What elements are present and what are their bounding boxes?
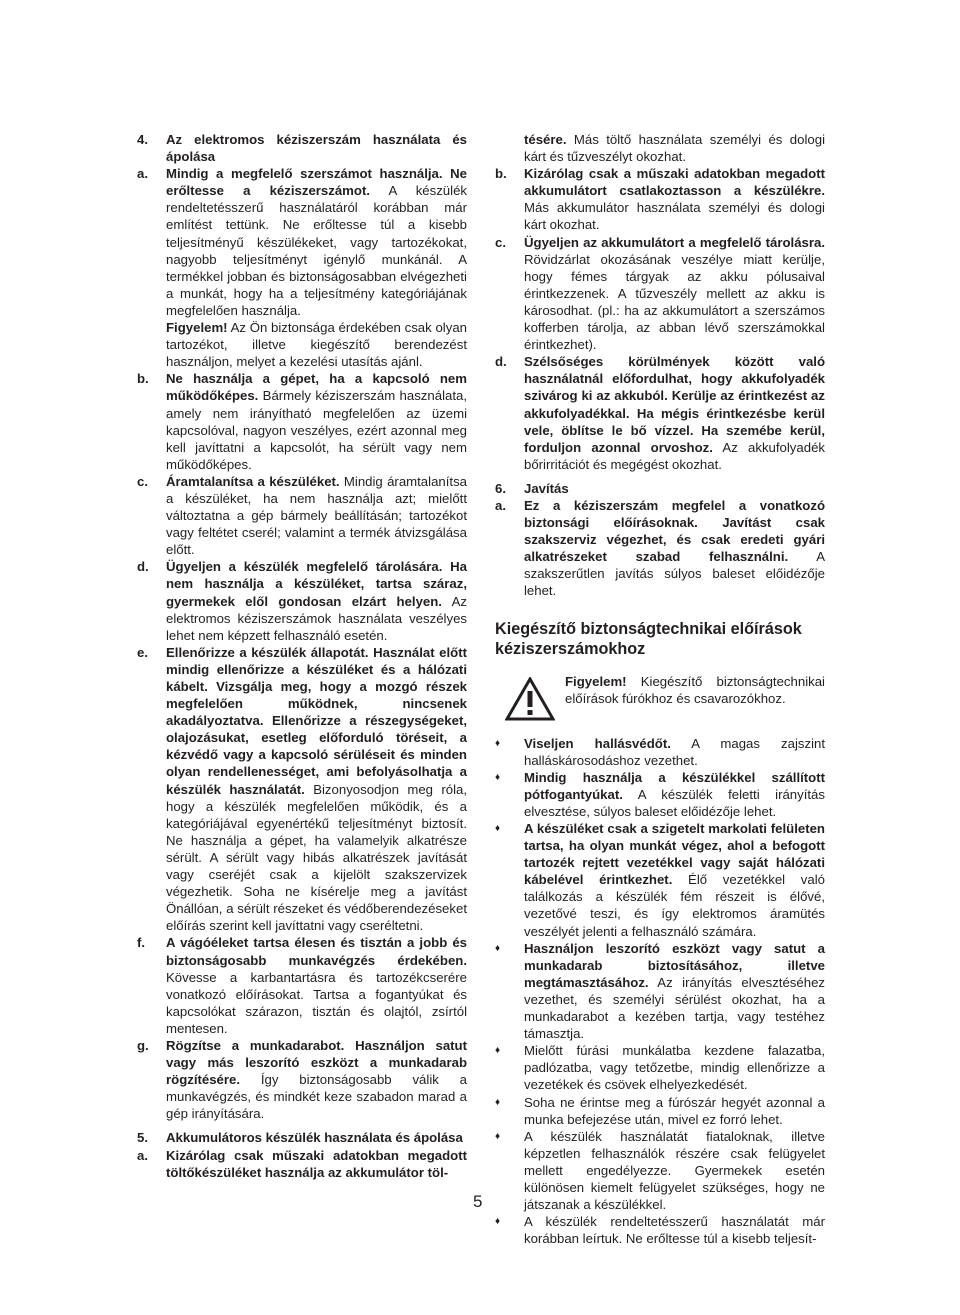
diamond-bullet-icon: ♦ bbox=[495, 942, 501, 954]
item-label: b. bbox=[495, 166, 507, 182]
item-body bbox=[524, 234, 825, 354]
item-label: f. bbox=[137, 935, 146, 951]
diamond-bullet-icon: ♦ bbox=[495, 1096, 501, 1108]
item-text: Bizonyosodjon meg róla, hogy a készülék megfelelően működik, és a kategóriájával egyenértékű teljesítményt biztosít. Ne használja a gépet, ha valamelyik alkatrésze sérült. A sérült vagy hibás alkatrészek javítását vagy cseréjét csak a kijelölt szakszervizek végezhetik. Soha ne kísérelje meg a javítást Önállóan, a sérült részeket és védőberendezéseket előírás szerint kell javíttatni vagy cseréltetni. bbox=[166, 781, 468, 934]
list-item-continued bbox=[495, 131, 825, 165]
item-body bbox=[166, 934, 467, 1037]
item-text: Rövidzárlat okozásának veszélye miatt kerülje, hogy fémes tárgyak az akku pólusaival érintkezzenek. A tűzveszély mellett az akku is károsodhat. (pl.: ha az akkumulátort a szerszámos kofferben tárolja, az abban lévő szerszámokkal érintkezhet). bbox=[524, 251, 825, 353]
warning-text bbox=[565, 673, 825, 707]
diamond-bullet-icon: ♦ bbox=[495, 737, 501, 749]
spacer bbox=[137, 1122, 467, 1129]
bullet-text: Az irányítás elvesztéséhez vezethet, és személyi sérülést okozhat, ha a munkadarabot a kezében tartja, vagy testéhez támasztja. bbox=[524, 974, 825, 1042]
list-item bbox=[137, 473, 467, 558]
bullet-body bbox=[524, 1213, 825, 1247]
bullet-text: Élő vezetékkel való találkozás a készülék fém részeit is élővé, vezetővé teszi, és így elektromos áramütés veszélyét jelenti a felhasználó számára. bbox=[524, 872, 825, 939]
item-text: Bármely kéziszerszám használata, amely nem irányítható megfelelően az üzemi kapcsolóval, nagyon veszélyes, ezért azonnal meg kell javíttatni a kapcsolót, ha sérült vagy nem működőképes. bbox=[166, 388, 467, 472]
item-body bbox=[166, 370, 467, 473]
item-text: A készülék rendeltetésszerű használatáról korábban már említést tettünk. Ne erőltesse túl a kisebb teljesítményű készülékeket, vagy tartozékokat, nagyobb teljesítményt igénylő munkánál. A termékkel jobban és biztonságosabban elvégezheti a munkát, hogy ha a teljesítmény kategóriájának megfelelően használja. bbox=[166, 183, 467, 318]
section-6-heading bbox=[495, 480, 825, 497]
section-5-heading bbox=[137, 1129, 467, 1146]
item-text: Kövesse a karbantartásra és tartozékcserére vonatkozó előírásokat. Tartsa a fogantyúkat és kapcsolókat szárazon, tisztán és olajtól, zsírtól mentesen. bbox=[166, 969, 467, 1036]
section-number: 6. bbox=[495, 480, 506, 496]
list-item bbox=[137, 370, 467, 473]
item-body bbox=[166, 319, 467, 370]
bullet-body bbox=[524, 735, 825, 769]
item-label: a. bbox=[137, 166, 148, 182]
section-title: Javítás bbox=[524, 480, 569, 496]
diamond-bullet-icon: ♦ bbox=[495, 1045, 501, 1057]
item-head: tésére. bbox=[524, 132, 567, 147]
item-head: Áramtalanítsa a készüléket. bbox=[166, 473, 340, 489]
bullet-text: A készülék rendeltetésszerű használatát már korábban leírtuk. Ne erőltesse túl a kisebb teljesít- bbox=[524, 1214, 825, 1247]
left-column bbox=[137, 131, 467, 1181]
item-text: A szakszerűtlen javítás súlyos baleset előidézője lehet. bbox=[524, 549, 825, 599]
item-body bbox=[524, 353, 825, 473]
warning-triangle-icon bbox=[505, 677, 555, 721]
bullet-item bbox=[495, 940, 825, 1043]
bullet-body bbox=[524, 940, 825, 1043]
item-body bbox=[524, 165, 825, 233]
bullet-item bbox=[495, 820, 825, 940]
bullet-body bbox=[524, 1042, 825, 1093]
bullet-text: A magas zajszint halláskárosodáshoz vezethet. bbox=[524, 735, 825, 768]
item-body bbox=[166, 644, 467, 935]
list-item bbox=[137, 1037, 467, 1122]
list-item bbox=[137, 1147, 467, 1181]
item-text: Az Ön biztonsága érdekében csak olyan tartozékot, illetve kiegészítő berendezést használjon, melyet a kezelési utasítás ajánl. bbox=[166, 320, 467, 370]
diamond-bullet-icon: ♦ bbox=[495, 823, 501, 834]
item-head: Ellenőrizze a készülék állapotát. Használat előtt mindig ellenőrizze a készüléket és a hálózati kábelt. Vizsgálja meg, hogy a mozgó részek megfelelően működnek, nincsenek akadályoztatva. Ellenőrizze a részegységeket, olajozásukat, esetleg előforduló töréseit, a kézvédő vagy a kapcsoló sérüléseit és minden olyan rendellenességet, ami befolyásolhatja a készülék használatát. bbox=[166, 644, 467, 797]
diamond-bullet-icon: ♦ bbox=[495, 771, 501, 783]
item-text: Így biztonságosabb válik a munkavégzés, és mindkét keze szabadon marad a gép irányítására. bbox=[166, 1072, 467, 1122]
warning-block bbox=[495, 673, 825, 721]
page-number: 5 bbox=[473, 1192, 483, 1211]
bullet-text: Mielőtt fúrási munkálatba kezdene falazatba, padlózatba, vagy tetőzetbe, mindig ellenőrizze a vezetékek és csövek elhelyezkedését. bbox=[524, 1043, 825, 1093]
item-label: c. bbox=[495, 234, 506, 250]
item-head: Ügyeljen az akkumulátort a megfelelő tárolásra. bbox=[524, 234, 825, 250]
item-text: Az akkufolyadék bőrirritációt és megégést okozhat. bbox=[524, 439, 825, 472]
item-label: d. bbox=[495, 354, 507, 370]
item-body bbox=[166, 165, 467, 319]
bullet-item bbox=[495, 735, 825, 769]
item-head: Szélsőséges körülmények között való használatnál előfordulhat, hogy akkufolyadék szivárog ki az akkuból. Kerülje az érintkezést az akkufolyadékkal. Ha mégis érintkezésbe kerül vele, öblítse le bő vízzel. Ha szemébe kerül, forduljon azonnal orvoshoz. bbox=[524, 354, 825, 455]
item-label: a. bbox=[137, 1147, 148, 1163]
item-head: Mindig a megfelelő szerszámot használja. Ne erőltesse a kéziszerszámot. bbox=[166, 166, 467, 199]
item-label: d. bbox=[137, 559, 149, 575]
item-head: Ez a kéziszerszám megfelel a vonatkozó biztonsági előírásoknak. Javítást csak szakszerviz végezhet, és csak eredeti gyári alkatrészeket szabad felhasználni. bbox=[524, 497, 825, 565]
warning-head: Figyelem! bbox=[565, 673, 627, 689]
section-title: Az elektromos kéziszerszám használata és ápolása bbox=[166, 132, 467, 165]
bullet-body bbox=[524, 1094, 825, 1128]
list-item bbox=[137, 558, 467, 643]
item-head: Ügyeljen a készülék megfelelő tárolására. Ha nem használja a készüléket, tartsa száraz, gyermekek elől gondosan elzárt helyen. bbox=[166, 559, 467, 609]
section-title: Akkumulátoros készülék használata és ápolása bbox=[166, 1130, 463, 1146]
item-body bbox=[524, 497, 825, 600]
item-text: Más akkumulátor használata személyi és dologi kárt okozhat. bbox=[524, 200, 825, 233]
bullet-head: Viseljen hallásvédőt. bbox=[524, 735, 671, 751]
item-label bbox=[137, 319, 166, 370]
list-item bbox=[495, 497, 825, 600]
section-number: 4. bbox=[137, 132, 148, 147]
item-body bbox=[166, 1037, 467, 1122]
item-body bbox=[166, 1147, 467, 1181]
item-text: Más töltő használata személyi és dologi kárt és tűzveszélyt okozhat. bbox=[524, 132, 825, 165]
section-4-heading bbox=[137, 131, 467, 165]
diamond-bullet-icon: ♦ bbox=[495, 1130, 501, 1142]
item-head: Figyelem! bbox=[166, 320, 228, 336]
item-head: Rögzítse a munkadarabot. Használjon satut vagy más leszorító eszközt a munkadarab rögzítésére. bbox=[166, 1037, 467, 1088]
item-label: b. bbox=[137, 371, 149, 387]
list-item bbox=[137, 934, 467, 1037]
bullet-head: Mindig használja a készülékkel szállított pótfogantyúkat. bbox=[524, 769, 825, 802]
bullet-item bbox=[495, 1094, 825, 1128]
bullet-text: Soha ne érintse meg a fúrószár hegyét azonnal a munka befejezése után, mivel ez forró lehet. bbox=[524, 1094, 825, 1127]
section-number: 5. bbox=[137, 1130, 148, 1146]
bullet-text: A készülék feletti irányítás elvesztése, súlyos baleset előidézője lehet. bbox=[524, 786, 825, 819]
item-head: Kizárólag csak műszaki adatokban megadott töltőkészüléket használja az akkumulátor töl- bbox=[166, 1147, 467, 1180]
bullet-body bbox=[524, 820, 825, 940]
list-item bbox=[137, 644, 467, 935]
bullet-head: Használjon leszorító eszközt vagy satut a munkadarab biztosításához, illetve megtámasztásához. bbox=[524, 940, 825, 990]
subsection-title: Kiegészítő biztonságtechnikai előírások kéziszerszámokhoz bbox=[495, 619, 802, 658]
item-text: Mindig áramtalanítsa a készüléket, ha nem használja azt; mielőtt változtatna a gép bármely beállításán; tartozékot vagy feltétet cserél; valamint a termék átvizsgálása előtt. bbox=[166, 473, 467, 558]
bullet-item bbox=[495, 769, 825, 820]
item-label: g. bbox=[137, 1037, 149, 1053]
bullet-item bbox=[495, 1042, 825, 1093]
warning-body: Kiegészítő biztonságtechnikai előírások fúrókhoz és csavarozókhoz. bbox=[565, 673, 825, 706]
item-body bbox=[166, 558, 467, 643]
item-label: e. bbox=[137, 644, 148, 660]
bullet-item bbox=[495, 1213, 825, 1247]
spacer bbox=[495, 600, 825, 617]
bullet-body bbox=[524, 769, 825, 820]
list-item bbox=[137, 319, 467, 370]
list-item bbox=[495, 165, 825, 233]
diamond-bullet-icon: ♦ bbox=[495, 1216, 501, 1228]
item-head: Ne használja a gépet, ha a kapcsoló nem működőképes. bbox=[166, 371, 467, 404]
list-item bbox=[495, 353, 825, 473]
spacer bbox=[495, 473, 825, 480]
item-text: Az elektromos kéziszerszámok használata veszélyes lehet nem képzett felhasználó esetén. bbox=[166, 593, 468, 643]
item-label: c. bbox=[137, 473, 148, 489]
item-label bbox=[495, 131, 524, 165]
item-label: a. bbox=[495, 497, 506, 513]
bullet-body bbox=[524, 1128, 825, 1213]
item-body bbox=[524, 131, 825, 165]
bullet-item bbox=[495, 1128, 825, 1213]
list-item bbox=[495, 234, 825, 354]
item-head: A vágóéleket tartsa élesen és tisztán a jobb és biztonságosabb munkavégzés érdekében. bbox=[166, 935, 467, 968]
list-item bbox=[137, 165, 467, 319]
item-head: Kizárólag csak a műszaki adatokban megadott akkumulátort csatlakoztasson a készülékre. bbox=[524, 166, 825, 199]
bullet-text: A készülék használatát fiataloknak, illetve képzetlen felhasználók részére csak felügyelet mellett engedélyezze. Gyermekek esetén különösen kiemelt felügyelet szükséges, hogy ne játszanak a készülékkel. bbox=[524, 1128, 825, 1213]
right-column bbox=[495, 131, 825, 1247]
bullet-head: A készüléket csak a szigetelt markolati felületen tartsa, ha olyan munkát végez, ahol a befogott tartozék rejtett vezetékkel vagy saját hálózati kábelével érintkezhet. bbox=[524, 821, 825, 888]
item-body bbox=[166, 473, 467, 558]
